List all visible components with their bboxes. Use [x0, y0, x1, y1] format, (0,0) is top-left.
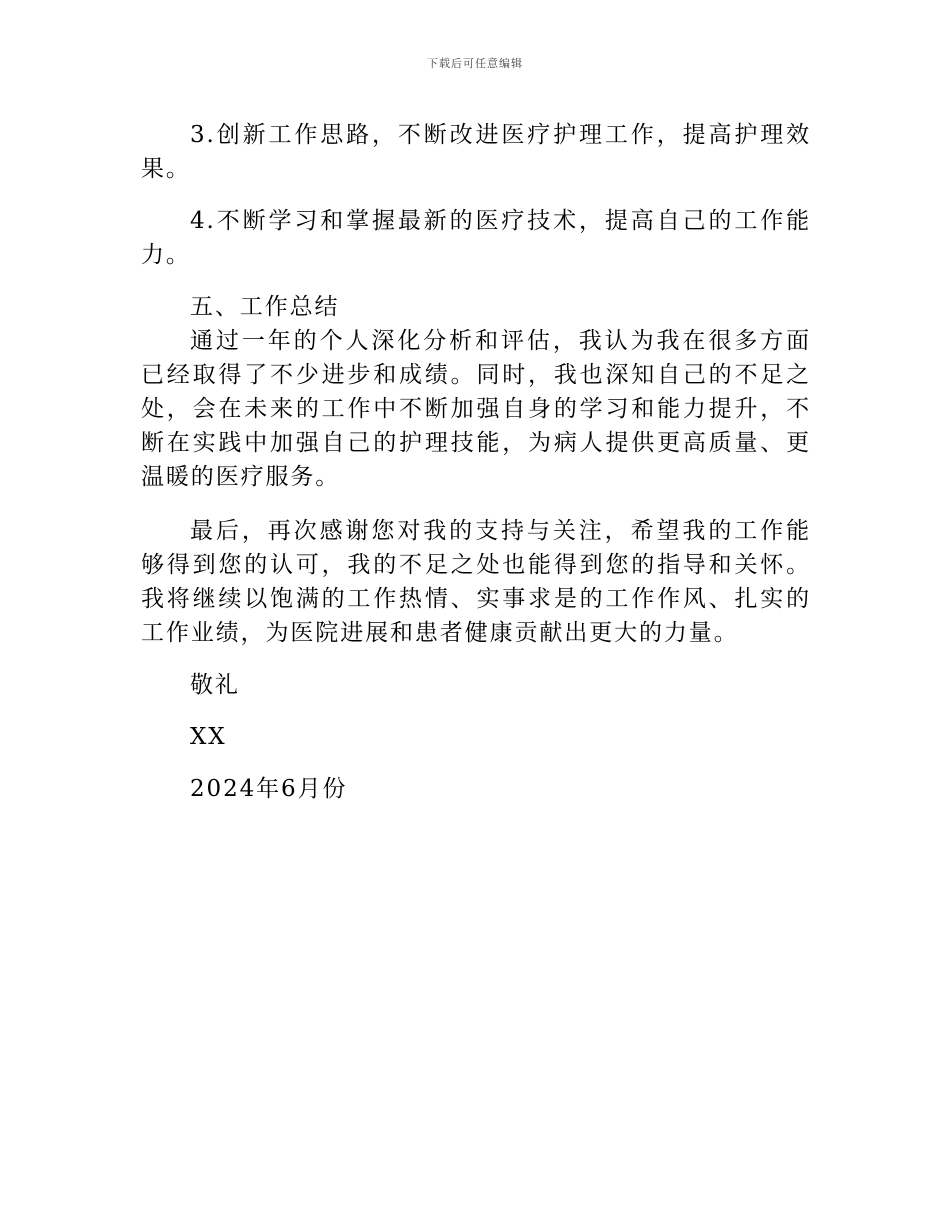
paragraph-summary: 通过一年的个人深化分析和评估，我认为我在很多方面已经取得了不少进步和成绩。同时，我也深知自己的不足之处，会在未来的工作中不断加强自身的学习和能力提升，不断在实践中加强自己的护理技能，为病人提供更高质量、更温暖的医疗服务。: [141, 328, 811, 490]
document-body: [141, 118, 811, 806]
section-title: 五、工作总结: [190, 294, 340, 320]
paragraph-closing: 最后，再次感谢您对我的支持与关注，希望我的工作能够得到您的认可，我的不足之处也能得到您的指导和关怀。我将继续以饱满的工作热情、实事求是的工作作风、扎实的工作业绩，为医院进展和患者健康贡献出更大的力量。: [141, 518, 811, 646]
paragraph-item-4: 4.不断学习和掌握最新的医疗技术，提高自己的工作能力。: [141, 208, 811, 268]
signature-date: 2024年6月份: [190, 776, 348, 802]
page-header: 下载后可任意编辑: [427, 57, 523, 70]
salutation: 敬礼: [190, 672, 240, 698]
paragraph-item-3: 3.创新工作思路，不断改进医疗护理工作，提高护理效果。: [141, 122, 811, 182]
signature-name: XX: [190, 724, 227, 750]
